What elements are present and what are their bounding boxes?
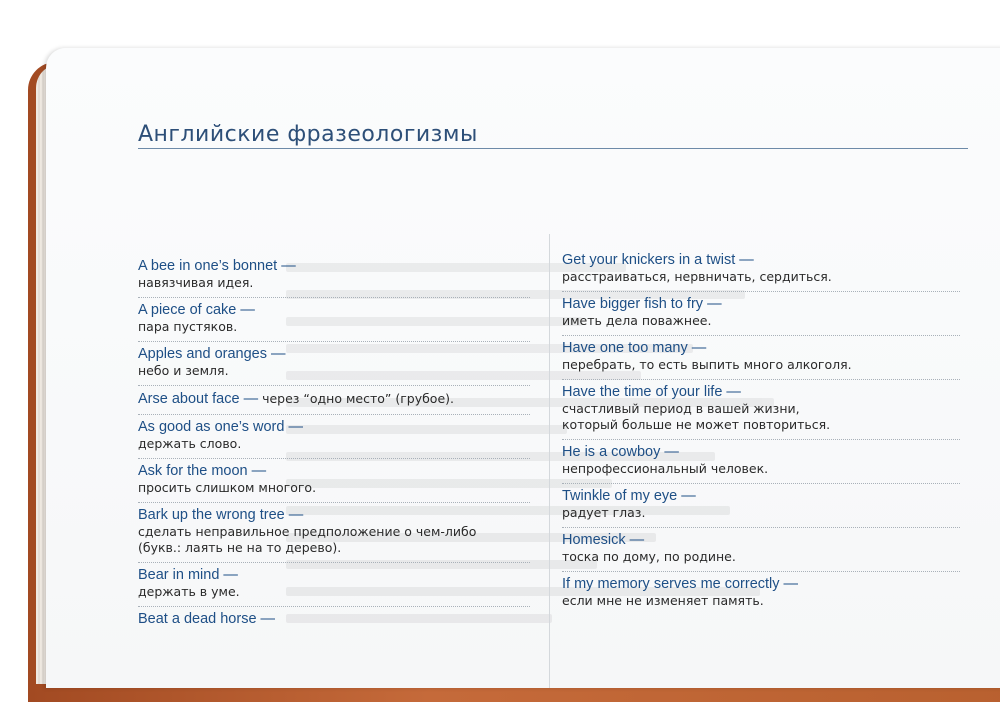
idiom-phrase: If my memory serves me correctly —	[562, 576, 799, 592]
idiom-phrase: He is a cowboy —	[562, 444, 679, 460]
list-item	[138, 503, 530, 563]
idiom-meaning-continued: (букв.: лаять не на то дерево).	[138, 540, 342, 555]
list-item	[138, 342, 530, 386]
list-item	[138, 386, 530, 415]
idiom-phrase: Apples and oranges —	[138, 346, 286, 362]
idiom-phrase: Bear in mind —	[138, 567, 238, 583]
list-item	[562, 248, 960, 292]
idiom-phrase: Arse about face —	[138, 391, 259, 407]
idiom-meaning: непрофессиональный человек.	[562, 461, 769, 476]
idiom-meaning: перебрать, то есть выпить много алкоголя.	[562, 357, 852, 372]
page-title: Английские фразеологизмы	[138, 122, 478, 147]
list-item	[562, 336, 960, 380]
idiom-phrase: Beat a dead horse —	[138, 611, 276, 627]
idiom-meaning: держать в уме.	[138, 584, 240, 599]
list-item	[562, 528, 960, 572]
idiom-phrase: Bark up the wrong tree —	[138, 507, 304, 523]
idiom-meaning: держать слово.	[138, 436, 242, 451]
list-item	[138, 254, 530, 298]
idiom-meaning: пара пустяков.	[138, 319, 238, 334]
list-item	[138, 459, 530, 503]
title-underline	[138, 148, 968, 149]
right-column	[562, 248, 960, 615]
idiom-meaning: тоска по дому, по родине.	[562, 549, 736, 564]
idiom-meaning: если мне не изменяет память.	[562, 593, 764, 608]
idiom-line	[138, 390, 530, 408]
idiom-phrase: Ask for the moon —	[138, 463, 267, 479]
idiom-phrase: Get your knickers in a twist —	[562, 252, 754, 268]
idiom-meaning: просить слишком многого.	[138, 480, 317, 495]
idiom-phrase: A bee in one’s bonnet —	[138, 258, 296, 274]
idiom-meaning-continued: который больше не может повториться.	[562, 417, 831, 432]
list-item	[138, 298, 530, 342]
list-item	[562, 572, 960, 615]
idiom-meaning: расстраиваться, нервничать, сердиться.	[562, 269, 832, 284]
list-item	[562, 440, 960, 484]
notebook-page	[46, 48, 1000, 688]
idiom-meaning: через “одно место” (грубое).	[258, 391, 454, 406]
list-item	[138, 563, 530, 607]
idiom-meaning: сделать неправильное предположение о чем-либо	[138, 524, 477, 539]
left-column	[138, 254, 530, 634]
idiom-phrase: Homesick —	[562, 532, 645, 548]
idiom-phrase: Twinkle of my eye —	[562, 488, 696, 504]
idiom-phrase: Have the time of your life —	[562, 384, 741, 400]
idiom-meaning: счастливый период в вашей жизни,	[562, 401, 800, 416]
idiom-phrase: A piece of cake —	[138, 302, 255, 318]
list-item	[562, 380, 960, 440]
idiom-meaning: иметь дела поважнее.	[562, 313, 712, 328]
idiom-phrase: As good as one’s word —	[138, 419, 303, 435]
idiom-meaning: радует глаз.	[562, 505, 646, 520]
column-divider	[549, 234, 550, 688]
idiom-meaning: небо и земля.	[138, 363, 229, 378]
list-item	[562, 484, 960, 528]
list-item	[138, 607, 530, 634]
list-item	[138, 415, 530, 459]
idiom-meaning: навязчивая идея.	[138, 275, 254, 290]
idiom-phrase: Have one too many —	[562, 340, 707, 356]
list-item	[562, 292, 960, 336]
idiom-phrase: Have bigger fish to fry —	[562, 296, 722, 312]
